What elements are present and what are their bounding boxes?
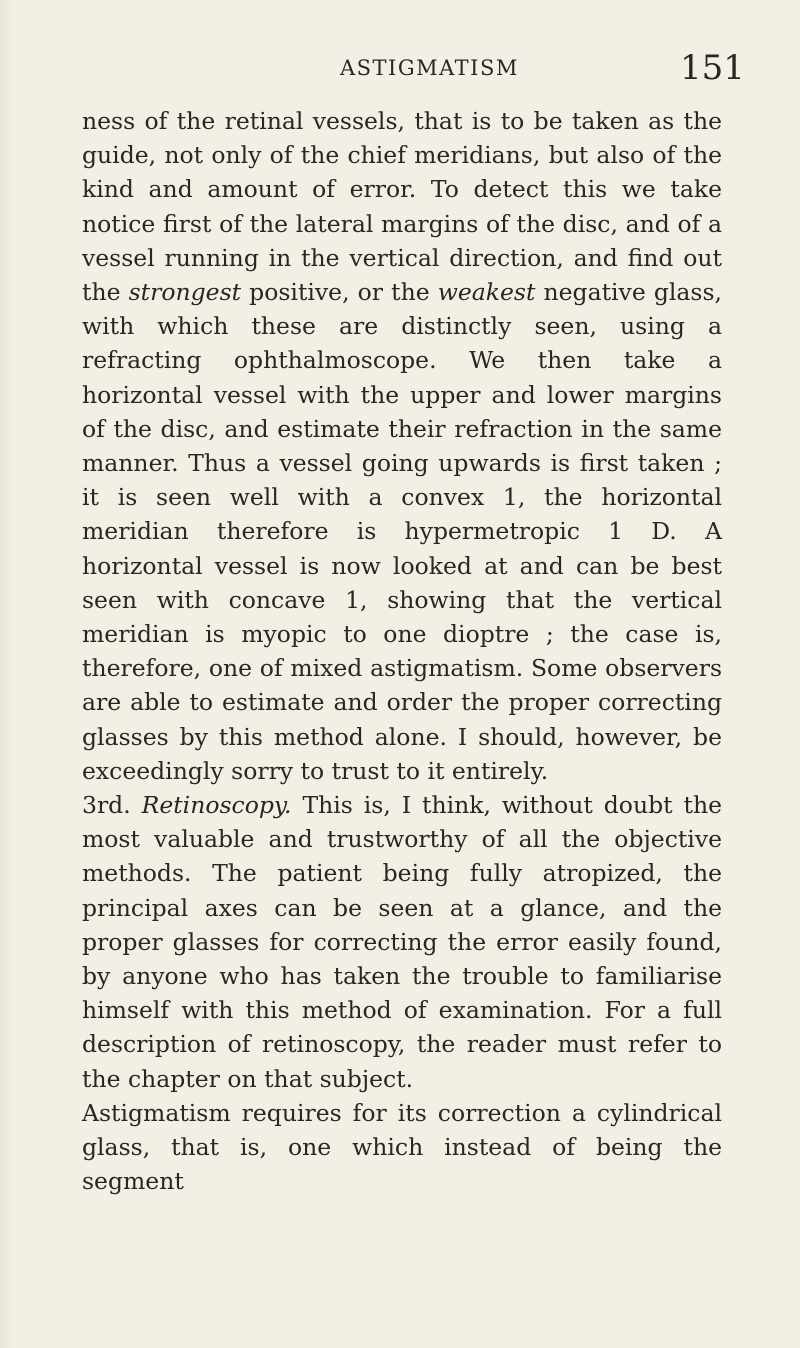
text-run: positive, or the xyxy=(241,278,438,307)
text-run: Astigmatism requires for its correction a cylindrical glass, that is, one which instead of being the segment xyxy=(82,1098,722,1196)
paragraph-continuation xyxy=(82,104,722,788)
text-run: 3rd. xyxy=(82,791,142,820)
text-run: ness of the retinal vessels, that is to be taken as the guide, not only of the chief meridians, but also of the kind and amount of error. To detect this we take notice first of the lateral margins of the disc, and of a vessel running in the vertical direction, and find out the xyxy=(82,107,722,307)
emphasis-weakest: weakest xyxy=(437,278,536,307)
body-text xyxy=(82,104,722,1199)
running-head: ASTIGMATISM xyxy=(340,56,519,80)
emphasis-strongest: strongest xyxy=(128,278,242,307)
text-run: negative glass, with which these are distinctly seen, using a refracting ophthalmoscope. We then take a horizontal vessel with the upper and lower margins of the disc, and estimate their refraction in the same manner. Thus a vessel going upwards is first taken ; it is seen well with a convex 1, the horizontal meridian therefore is hypermetropic 1 D. A horizontal vessel is now looked at and can be best seen with concave 1, showing that the vertical meridian is myopic to one dioptre ; the case is, therefore, one of mixed astigmatism. Some observers are able to estimate and order the proper correcting glasses by this method alone. I should, however, be exceedingly sorry to trust to it entirely. xyxy=(82,278,722,785)
paragraph-cylindrical-glass xyxy=(82,1096,722,1199)
text-run: This is, I think, without doubt the most valuable and trustworthy of all the objective methods. The patient being fully atropized, the principal axes can be seen at a glance, and the proper glasses for correcting the error easily found, by anyone who has taken the trouble to familiarise himself with this method of examination. For a full description of retinoscopy, the reader must refer to the chapter on that subject. xyxy=(82,791,722,1093)
emphasis-retinoscopy: Retinoscopy. xyxy=(141,791,292,820)
paragraph-retinoscopy xyxy=(82,788,722,1096)
page-number: 151 xyxy=(680,48,745,88)
page-edge-shadow xyxy=(0,0,14,1348)
